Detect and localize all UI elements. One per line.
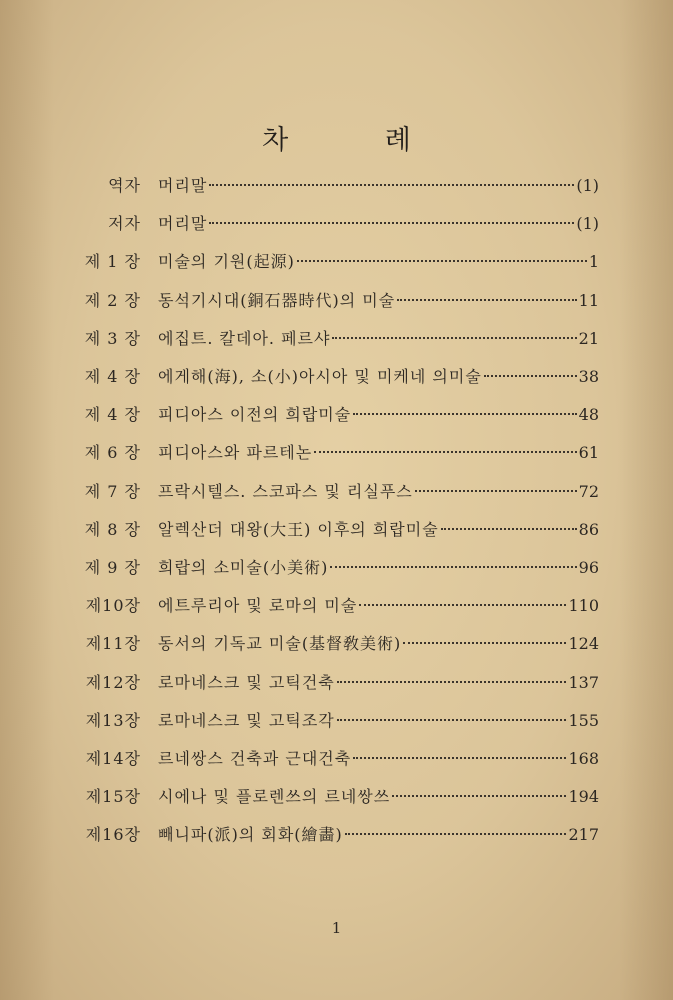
toc-chapter-label: 제 2 장 bbox=[84, 290, 141, 310]
toc-chapter-label: 제 7 장 bbox=[84, 481, 141, 501]
toc-chapter-label: 제 4 장 bbox=[84, 405, 141, 425]
toc-entry bbox=[0, 629, 673, 659]
toc-page-number: (1) bbox=[576, 214, 599, 234]
toc-dot-leader bbox=[397, 299, 576, 301]
toc-chapter-title: 동서의 기독교 미술(基督敎美術) bbox=[158, 634, 402, 654]
toc-line bbox=[158, 820, 599, 850]
toc-entry bbox=[0, 438, 673, 468]
toc-line bbox=[158, 515, 599, 545]
toc-page-number: 48 bbox=[578, 405, 599, 425]
toc-entry bbox=[0, 324, 673, 354]
toc-line bbox=[158, 668, 599, 698]
toc-chapter-title: 에트루리아 및 로마의 미술 bbox=[158, 596, 358, 616]
toc-dot-leader bbox=[345, 833, 567, 835]
toc-chapter-label: 제16장 bbox=[85, 825, 141, 845]
toc-page-number: 155 bbox=[568, 710, 599, 730]
toc-chapter-label: 제 1 장 bbox=[84, 252, 141, 272]
toc-line bbox=[158, 362, 599, 392]
toc-entry bbox=[0, 400, 673, 430]
toc-entry bbox=[0, 553, 673, 583]
toc-entry bbox=[0, 782, 673, 812]
toc-chapter-label: 제 8 장 bbox=[84, 519, 141, 539]
toc-dot-leader bbox=[337, 719, 567, 721]
toc-page-number: 137 bbox=[568, 672, 599, 692]
toc-line bbox=[158, 247, 599, 277]
toc-entry bbox=[0, 286, 673, 316]
toc-page-number: 110 bbox=[568, 596, 599, 616]
toc-line bbox=[158, 209, 599, 239]
toc-dot-leader bbox=[353, 757, 566, 759]
toc-chapter-title: 머리말 bbox=[158, 214, 208, 234]
toc-line bbox=[158, 629, 599, 659]
toc-dot-leader bbox=[403, 642, 566, 644]
toc-dot-leader bbox=[359, 604, 566, 606]
page-title: 차 례 bbox=[262, 125, 455, 156]
toc-dot-leader bbox=[209, 222, 574, 224]
toc-entry bbox=[0, 591, 673, 621]
toc-dot-leader bbox=[297, 260, 587, 262]
toc-entry bbox=[0, 668, 673, 698]
toc-entry bbox=[0, 209, 673, 239]
toc-dot-leader bbox=[353, 413, 576, 415]
page-number: 1 bbox=[331, 919, 342, 937]
toc-dot-leader bbox=[314, 451, 576, 453]
toc-chapter-title: 에집트. 칼데아. 페르샤 bbox=[158, 328, 331, 348]
toc-page-number: 1 bbox=[588, 252, 599, 272]
toc-chapter-label: 역자 bbox=[108, 176, 141, 195]
toc-chapter-label: 제15장 bbox=[85, 787, 141, 807]
toc-page-number: 217 bbox=[568, 825, 599, 845]
toc-entry bbox=[0, 744, 673, 774]
toc-chapter-title: 동석기시대(銅石器時代)의 미술 bbox=[158, 290, 396, 310]
toc-page-number: 61 bbox=[578, 443, 599, 463]
toc-chapter-title: 빼니파(派)의 회화(繪畵) bbox=[158, 825, 343, 845]
toc-line bbox=[158, 591, 599, 621]
toc-dot-leader bbox=[484, 375, 577, 377]
toc-line bbox=[158, 782, 599, 812]
toc-entry bbox=[0, 515, 673, 545]
toc-dot-leader bbox=[441, 528, 577, 530]
toc-dot-leader bbox=[415, 490, 577, 492]
toc-chapter-title: 로마네스크 및 고틱조각 bbox=[158, 710, 335, 730]
toc-entry bbox=[0, 820, 673, 850]
toc-page-number: 72 bbox=[578, 481, 599, 501]
toc-entry bbox=[0, 706, 673, 736]
toc-line bbox=[158, 171, 599, 201]
toc-page-number: 86 bbox=[578, 519, 599, 539]
toc-page-number: 168 bbox=[568, 749, 599, 768]
toc-page-number: 11 bbox=[578, 290, 599, 310]
toc-entry bbox=[0, 362, 673, 392]
toc-chapter-title: 미술의 기원(起源) bbox=[158, 252, 295, 272]
toc-page-number: 194 bbox=[568, 787, 599, 807]
toc-page-number: 96 bbox=[578, 558, 599, 577]
toc-chapter-title: 프락시텔스. 스코파스 및 리실푸스 bbox=[158, 481, 413, 501]
toc-line bbox=[158, 438, 599, 468]
toc-chapter-title: 시에나 및 플로렌쓰의 르네쌍쓰 bbox=[158, 787, 391, 807]
toc-line bbox=[158, 477, 599, 507]
toc-line bbox=[158, 324, 599, 354]
toc-page-number: 38 bbox=[578, 367, 599, 386]
toc-chapter-title: 머리말 bbox=[158, 176, 208, 195]
toc-entry bbox=[0, 477, 673, 507]
toc-chapter-label: 제 4 장 bbox=[84, 367, 141, 386]
toc-chapter-title: 로마네스크 및 고틱건축 bbox=[158, 672, 335, 692]
toc-chapter-label: 제12장 bbox=[85, 672, 141, 692]
toc-entry bbox=[0, 247, 673, 277]
toc-chapter-title: 르네쌍스 건축과 근대건축 bbox=[158, 749, 352, 768]
toc-line bbox=[158, 706, 599, 736]
toc-chapter-title: 알렉산더 대왕(大王) 이후의 희랍미술 bbox=[158, 519, 439, 539]
toc-line bbox=[158, 553, 599, 583]
toc-chapter-label: 제13장 bbox=[85, 710, 141, 730]
toc-page-number: (1) bbox=[576, 176, 599, 195]
toc-chapter-label: 제11장 bbox=[85, 634, 141, 654]
toc-chapter-title: 희랍의 소미술(小美術) bbox=[158, 558, 329, 577]
toc-chapter-label: 저자 bbox=[108, 214, 141, 234]
toc-chapter-label: 제10장 bbox=[85, 596, 141, 616]
toc-page-number: 21 bbox=[578, 328, 599, 348]
toc-page-number: 124 bbox=[568, 634, 599, 654]
toc-line bbox=[158, 400, 599, 430]
toc-chapter-label: 제14장 bbox=[85, 749, 141, 768]
toc-dot-leader bbox=[392, 795, 566, 797]
toc-dot-leader bbox=[332, 337, 576, 339]
toc-chapter-label: 제 6 장 bbox=[84, 443, 141, 463]
toc-chapter-title: 에게해(海), 소(小)아시아 및 미케네 의미술 bbox=[158, 367, 482, 386]
toc-chapter-label: 제 3 장 bbox=[84, 328, 141, 348]
toc-chapter-title: 피디아스 이전의 희랍미술 bbox=[158, 405, 352, 425]
toc-line bbox=[158, 744, 599, 774]
toc-line bbox=[158, 286, 599, 316]
toc-entry bbox=[0, 171, 673, 201]
toc-dot-leader bbox=[337, 681, 567, 683]
toc-dot-leader bbox=[330, 566, 576, 568]
toc-dot-leader bbox=[209, 184, 574, 186]
toc-chapter-title: 피디아스와 파르테논 bbox=[158, 443, 313, 463]
toc-chapter-label: 제 9 장 bbox=[84, 558, 141, 577]
